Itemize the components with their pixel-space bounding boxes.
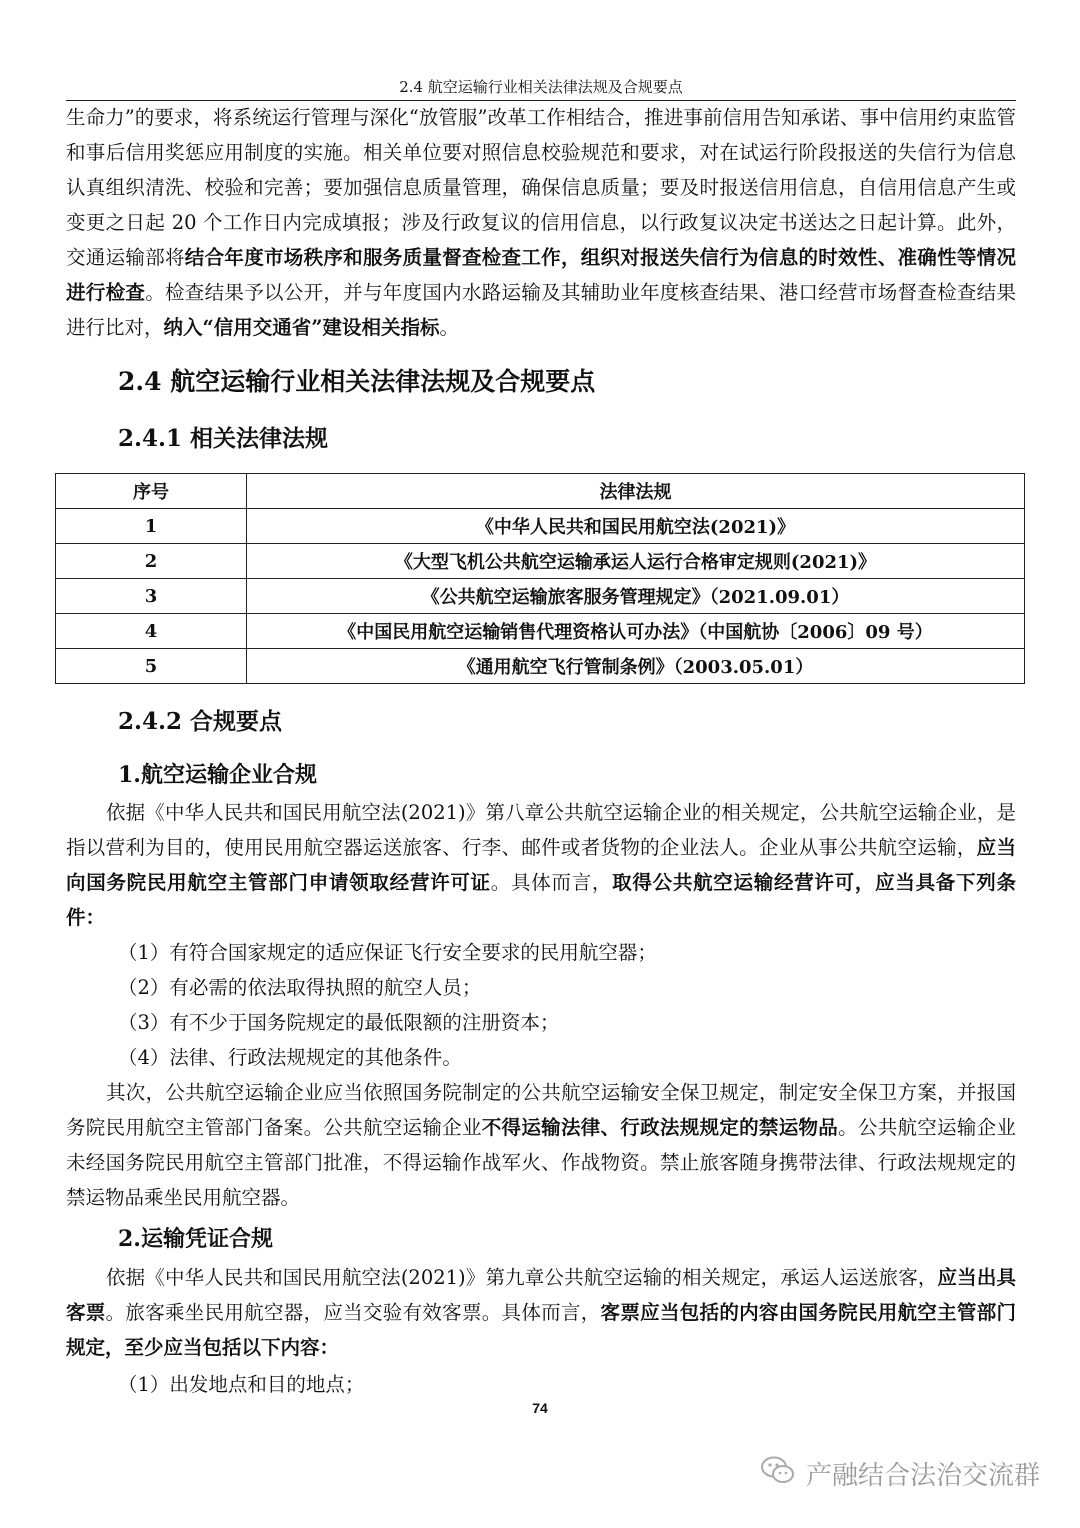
- part2-item: （1）出发地点和目的地点；: [118, 1373, 365, 1396]
- emphasis-text: 客票应当包括的内容由国务院民用航空主管部门规定，至少应当包括以下内容：: [66, 1301, 1016, 1359]
- watermark-text: 产融结合法治交流群: [806, 1461, 1041, 1491]
- row-number: 1: [56, 509, 247, 544]
- table-row: [56, 649, 1025, 684]
- table-row: [56, 579, 1025, 614]
- table-row: [56, 544, 1025, 579]
- row-law: 《中国民用航空运输销售代理资格认可办法》（中国航协〔2006〕09 号）: [247, 614, 1025, 649]
- row-number: 2: [56, 544, 247, 579]
- emphasis-text: 取得公共航空运输经营许可，应当具备下列条件：: [66, 871, 1016, 929]
- laws-table: [55, 473, 1025, 684]
- emphasis-text: 结合年度市场秩序和服务质量督查检查工作，组织对报送失信行为信息的时效性、准确性等情况进行检查: [66, 246, 1016, 304]
- intro-paragraph: 生命力”的要求，将系统运行管理与深化“放管服”改革工作相结合，推进事前信用告知承诺、事中信用约束监管和事后信用奖惩应用制度的实施。相关单位要对照信息校验规范和要求，对在试运行阶段报送的失信行为信息认真组织清洗、校验和完善；要加强信息质量管理，确保信息质量；要及时报送信用信息，自信用信息产生或变更之日起 20 个工作日内完成填报；涉及行政复议的信用信息，以行政复议决定书送达之日起计算。此外，交通运输部将结合年度市场秩序和服务质量督查检查工作，组织对报送失信行为信息的时效性、准确性等情况进行检查。检查结果予以公开，并与年度国内水路运输及其辅助业年度核查结果、港口经营市场督查检查结果进行比对，纳入“信用交通省”建设相关指标。: [66, 106, 1016, 339]
- subsection-heading-compliance: 2.4.2 合规要点: [118, 708, 283, 735]
- part1-paragraph-1: 依据《中华人民共和国民用航空法(2021)》第八章公共航空运输企业的相关规定，公共航空运输企业，是指以营利为目的，使用民用航空器运送旅客、行李、邮件或者货物的企业法人。企业从事公共航空运输，应当向国务院民用航空主管部门申请领取经营许可证。具体而言，取得公共航空运输经营许可，应当具备下列条件：: [66, 801, 1016, 929]
- table-row: [56, 509, 1025, 544]
- part1-item: （1）有符合国家规定的适应保证飞行安全要求的民用航空器；: [118, 941, 657, 964]
- table-header-row: [56, 474, 1025, 509]
- row-law: 《公共航空运输旅客服务管理规定》（2021.09.01）: [247, 579, 1025, 614]
- part1-item: （3）有不少于国务院规定的最低限额的注册资本；: [118, 1011, 560, 1034]
- row-number: 3: [56, 579, 247, 614]
- row-number: 5: [56, 649, 247, 684]
- page-number: 74: [532, 1400, 548, 1416]
- section-heading: 2.4 航空运输行业相关法律法规及合规要点: [118, 367, 596, 396]
- part2-heading: 2.运输凭证合规: [118, 1226, 273, 1252]
- emphasis-text: 应当向国务院民用航空主管部门申请领取经营许可证: [66, 836, 1016, 894]
- part2-paragraph-1: 依据《中华人民共和国民用航空法(2021)》第九章公共航空运输的相关规定，承运人运送旅客，应当出具客票。旅客乘坐民用航空器，应当交验有效客票。具体而言，客票应当包括的内容由国务院民用航空主管部门规定，至少应当包括以下内容：: [66, 1266, 1016, 1359]
- part1-heading: 1.航空运输企业合规: [118, 762, 317, 788]
- row-law: 《通用航空飞行管制条例》（2003.05.01）: [247, 649, 1025, 684]
- row-number: 4: [56, 614, 247, 649]
- part1-item: （4）法律、行政法规规定的其他条件。: [118, 1046, 462, 1069]
- part1-item: （2）有必需的依法取得执照的航空人员；: [118, 976, 482, 999]
- header-cell-law: 法律法规: [247, 474, 1025, 509]
- row-law: 《中华人民共和国民用航空法(2021)》: [247, 509, 1025, 544]
- header-cell-number: 序号: [56, 474, 247, 509]
- emphasis-text: 纳入“信用交通省”建设相关指标: [163, 316, 440, 339]
- row-law: 《大型飞机公共航空运输承运人运行合格审定规则(2021)》: [247, 544, 1025, 579]
- emphasis-text: 不得运输法律、行政法规规定的禁运物品: [481, 1116, 839, 1139]
- emphasis-text: 应当出具客票: [66, 1266, 1016, 1324]
- watermark: [760, 1455, 1040, 1492]
- subsection-heading-laws: 2.4.1 相关法律法规: [118, 425, 329, 452]
- part1-paragraph-2: 其次，公共航空运输企业应当依照国务院制定的公共航空运输安全保卫规定，制定安全保卫方案，并报国务院民用航空主管部门备案。公共航空运输企业不得运输法律、行政法规规定的禁运物品。公共航空运输企业未经国务院民用航空主管部门批准，不得运输作战军火、作战物资。禁止旅客随身携带法律、行政法规规定的禁运物品乘坐民用航空器。: [66, 1081, 1016, 1209]
- running-header: 2.4 航空运输行业相关法律法规及合规要点: [66, 74, 1016, 101]
- wechat-icon: [760, 1455, 806, 1492]
- table-row: [56, 614, 1025, 649]
